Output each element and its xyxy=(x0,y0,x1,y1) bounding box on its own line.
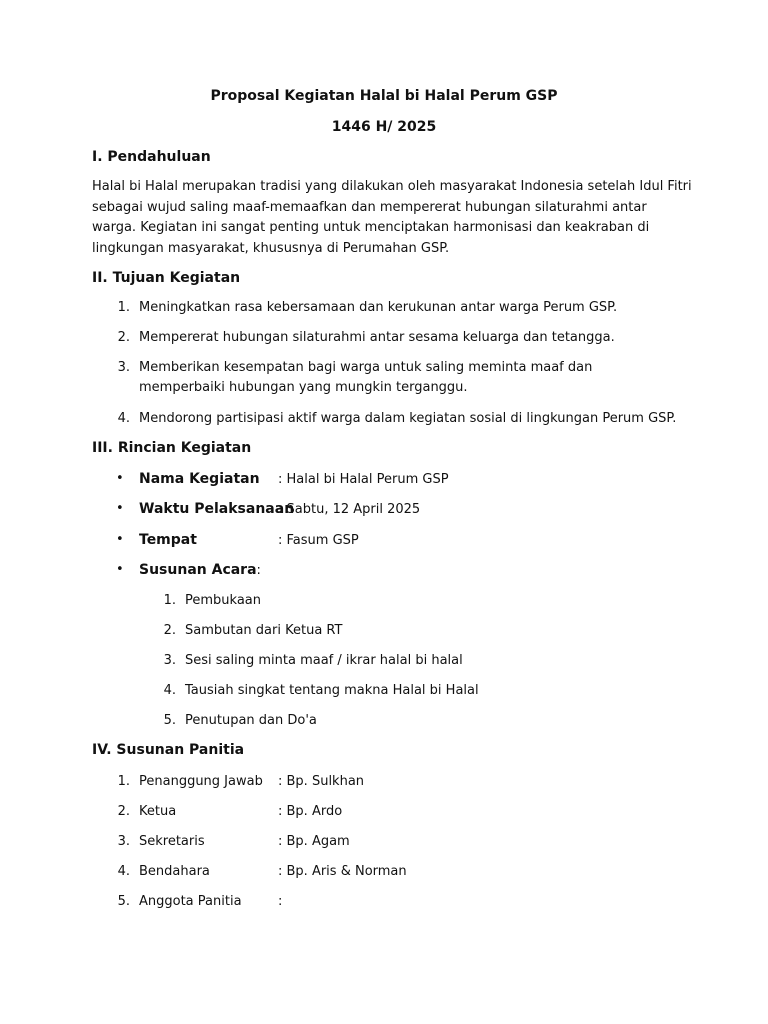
committee-name: : Bp. Ardo xyxy=(278,804,343,819)
committee-name: : Bp. Sulkhan xyxy=(278,774,365,789)
detail-label: Tempat xyxy=(139,532,197,548)
committee-role: Sekretaris xyxy=(139,834,205,849)
agenda-text: Sambutan dari Ketua RT xyxy=(185,623,343,638)
bullet: • xyxy=(116,562,124,577)
agenda-colon: : xyxy=(256,563,261,578)
committee-name: : Bp. Aris & Norman xyxy=(278,864,407,879)
document-subtitle: 1446 H/ 2025 xyxy=(331,119,437,135)
agenda-text: Pembukaan xyxy=(185,593,262,608)
list-number: 3. xyxy=(117,360,130,375)
committee-role: Penanggung Jawab xyxy=(139,774,263,789)
committee-role: Bendahara xyxy=(139,864,210,879)
committee-number: 1. xyxy=(117,774,130,789)
list-number: 1. xyxy=(117,300,130,315)
detail-value: : Halal bi Halal Perum GSP xyxy=(278,472,449,487)
list-text: Mendorong partisipasi aktif warga dalam kegiatan sosial di lingkungan Perum GSP. xyxy=(139,411,677,426)
committee-number: 5. xyxy=(117,894,130,909)
section-heading-panitia: IV. Susunan Panitia xyxy=(92,742,245,758)
bullet: • xyxy=(116,471,124,486)
detail-value: : Fasum GSP xyxy=(278,533,359,548)
agenda-number: 2. xyxy=(163,623,176,638)
committee-name: : xyxy=(278,894,283,909)
list-number: 2. xyxy=(117,330,130,345)
list-number: 4. xyxy=(117,411,130,426)
agenda-number: 5. xyxy=(163,713,176,728)
bullet: • xyxy=(116,501,124,516)
list-text: Mempererat hubungan silaturahmi antar sesama keluarga dan tetangga. xyxy=(139,330,615,345)
agenda-label-text: Susunan Acara xyxy=(139,562,257,578)
section-heading-tujuan: II. Tujuan Kegiatan xyxy=(92,270,241,286)
agenda-text: Tausiah singkat tentang makna Halal bi Halal xyxy=(185,683,479,698)
section-heading-rincian: III. Rincian Kegiatan xyxy=(92,440,252,456)
agenda-text: Penutupan dan Do'a xyxy=(185,713,317,728)
agenda-label xyxy=(139,562,261,578)
agenda-number: 3. xyxy=(163,653,176,668)
committee-role: Ketua xyxy=(139,804,177,819)
committee-name: : Bp. Agam xyxy=(278,834,350,849)
agenda-number: 4. xyxy=(163,683,176,698)
detail-label: Waktu Pelaksanaan xyxy=(139,501,295,517)
section-heading-pendahuluan: I. Pendahuluan xyxy=(92,149,211,165)
committee-role: Anggota Panitia xyxy=(139,894,242,909)
committee-number: 2. xyxy=(117,804,130,819)
document-title: Proposal Kegiatan Halal bi Halal Perum GSP xyxy=(210,88,558,104)
agenda-number: 1. xyxy=(163,593,176,608)
committee-number: 3. xyxy=(117,834,130,849)
bullet: • xyxy=(116,532,124,547)
agenda-text: Sesi saling minta maaf / ikrar halal bi halal xyxy=(185,653,463,668)
committee-number: 4. xyxy=(117,864,130,879)
detail-value: : Sabtu, 12 April 2025 xyxy=(278,502,421,517)
detail-label: Nama Kegiatan xyxy=(139,471,260,487)
intro-paragraph: Halal bi Halal merupakan tradisi yang dilakukan oleh masyarakat Indonesia setelah Idul Fitri sebagai wujud saling maaf-memaafkan dan mempererat hubungan silaturahmi antar warga. Kegiatan ini sangat penting untuk menciptakan harmonisasi dan keakraban di lingkungan masyarakat, khususnya di Perumahan GSP. xyxy=(92,179,692,256)
list-text: Meningkatkan rasa kebersamaan dan kerukunan antar warga Perum GSP. xyxy=(139,300,618,315)
list-text: Memberikan kesempatan bagi warga untuk saling meminta maaf dan memperbaiki hubungan yang mungkin terganggu. xyxy=(139,360,593,395)
